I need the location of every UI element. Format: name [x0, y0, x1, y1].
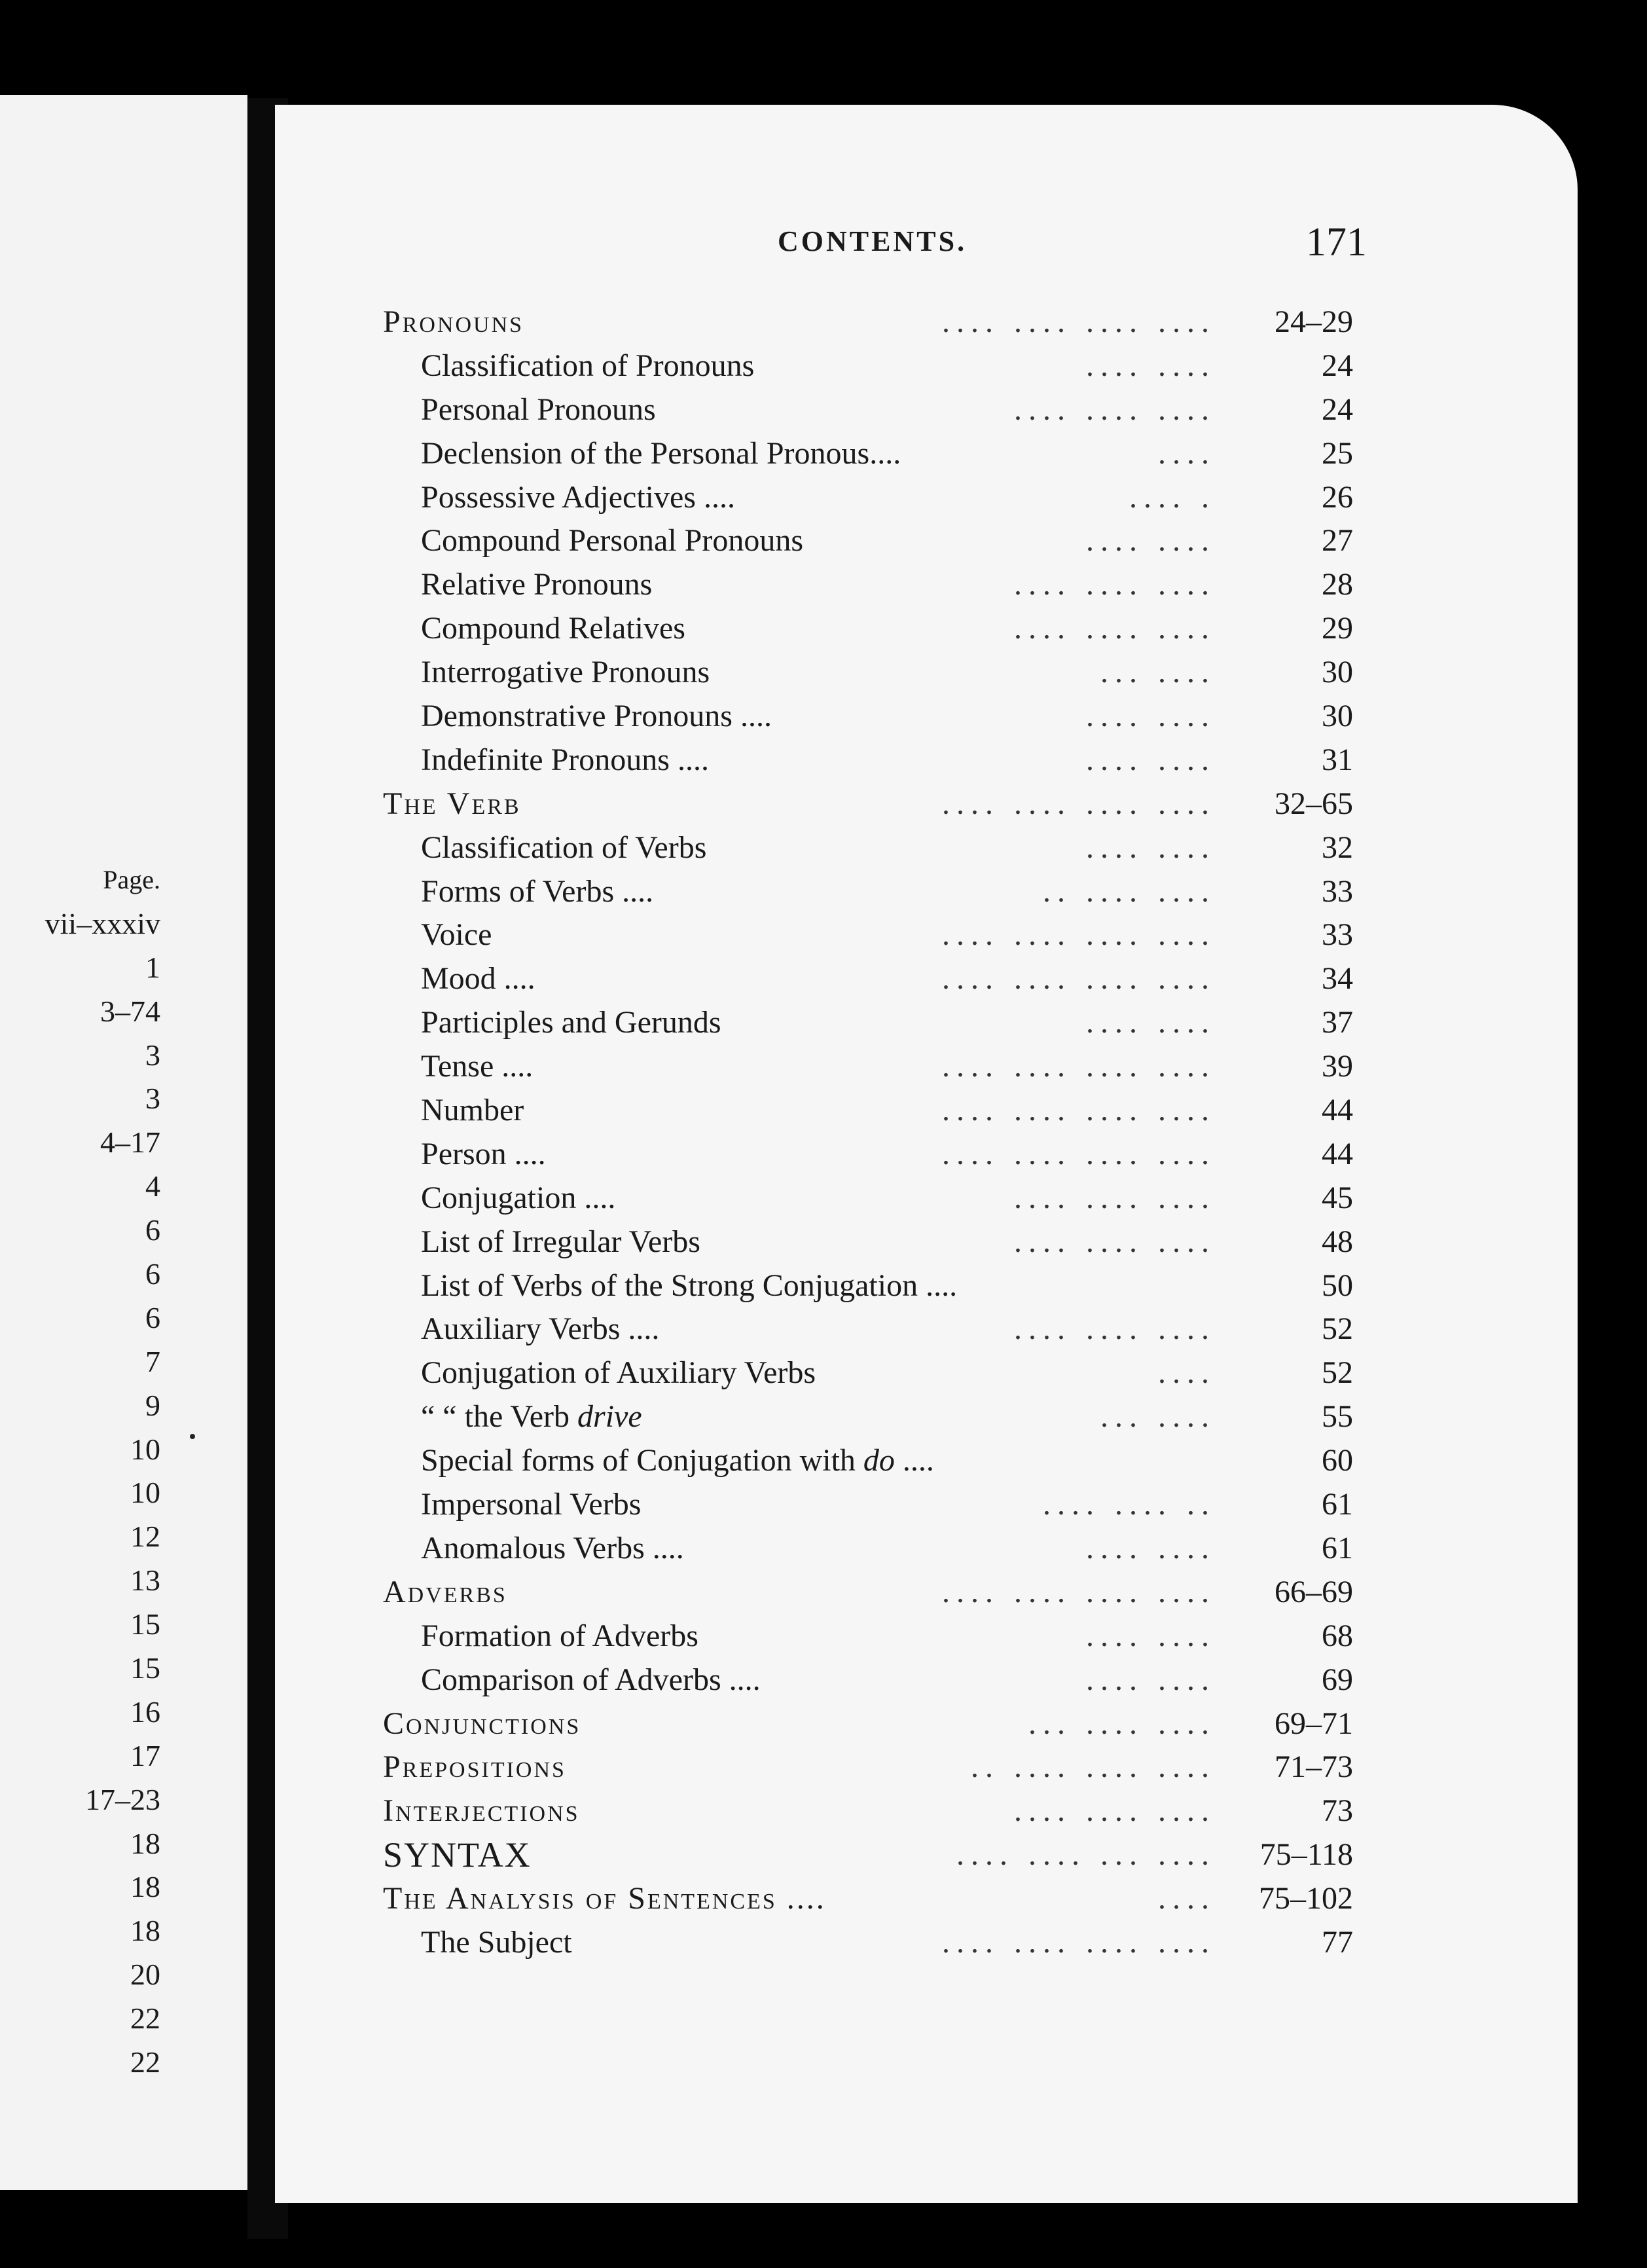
toc-entry-label: Demonstrative Pronouns ....	[421, 699, 772, 734]
toc-leader-dots: .... .... .... ....	[942, 304, 1216, 339]
left-page-number: 17	[130, 1738, 160, 1772]
toc-entry-page: 61	[1322, 1487, 1353, 1522]
toc-entry-page: 32	[1322, 830, 1353, 865]
toc-entry-page: 73	[1322, 1793, 1353, 1829]
toc-entry-page: 39	[1322, 1049, 1353, 1084]
left-page-number: 15	[130, 1651, 160, 1685]
toc-leader-dots: .... .... ....	[1014, 1311, 1216, 1347]
toc-entry-page: 30	[1322, 655, 1353, 690]
toc-entry-label: Tense ....	[421, 1049, 534, 1084]
toc-entry-label: Interjections	[383, 1793, 580, 1829]
toc-leader-dots: ....	[1158, 1881, 1216, 1916]
left-page-heading: Page.	[103, 865, 160, 894]
toc-entry-label: Interrogative Pronouns	[421, 655, 710, 690]
toc-entry	[383, 1439, 1353, 1483]
toc-leader-dots: .... .... .... ....	[942, 961, 1216, 997]
toc-entry-page: 27	[1322, 523, 1353, 558]
left-page-number: 6	[145, 1257, 160, 1291]
toc-entry-page: 61	[1322, 1530, 1353, 1565]
left-page-number: 9	[145, 1388, 160, 1422]
toc-entry-label: Special forms of Conjugation with do ....	[421, 1443, 934, 1478]
toc-leader-dots: .... .... ....	[1014, 611, 1216, 646]
toc-entry	[383, 782, 1353, 826]
toc-entry	[383, 1789, 1353, 1833]
toc-leader-dots: .... .... ... ....	[956, 1837, 1216, 1873]
toc-leader-dots: .... .... .... ....	[942, 786, 1216, 821]
toc-leader-dots: .... ....	[1086, 348, 1216, 383]
toc-entry-label: The Subject	[421, 1924, 572, 1960]
toc-entry	[383, 1571, 1353, 1615]
toc-entry-page: 37	[1322, 1005, 1353, 1040]
toc-entry-label: Anomalous Verbs ....	[421, 1530, 684, 1565]
toc-entry	[383, 476, 1353, 520]
toc-entry-label: Mood ....	[421, 961, 535, 997]
toc-entry-label: Person ....	[421, 1136, 546, 1171]
toc-leader-dots: ... .... ....	[1028, 1706, 1216, 1741]
toc-entry-label: Compound Relatives	[421, 611, 685, 646]
toc-entry-label: Impersonal Verbs	[421, 1487, 642, 1522]
toc-leader-dots: ....	[1158, 435, 1216, 471]
left-page-number: 22	[130, 2045, 160, 2079]
toc-entry	[383, 1001, 1353, 1045]
left-page-number: 17–23	[85, 1782, 160, 1816]
toc-entry-label: Adverbs	[383, 1574, 507, 1609]
toc-entry-page: 24	[1322, 392, 1353, 427]
toc-entry-label: Voice	[421, 917, 492, 953]
toc-entry-label: List of Irregular Verbs	[421, 1224, 700, 1259]
toc-entry	[383, 1395, 1353, 1439]
toc-entry-page: 69	[1322, 1662, 1353, 1697]
toc-entry-label: The Verb	[383, 786, 521, 821]
toc-entry	[383, 1833, 1353, 1877]
toc-entry	[383, 1133, 1353, 1177]
left-page-number: 12	[130, 1520, 160, 1554]
toc-entry-label: Number	[421, 1093, 524, 1128]
toc-entry-label: Declension of the Personal Pronous....	[421, 435, 901, 471]
toc-entry-page: 33	[1322, 917, 1353, 953]
toc-leader-dots: .... ....	[1086, 1530, 1216, 1565]
toc-entry-page: 68	[1322, 1618, 1353, 1653]
table-of-contents	[383, 301, 1353, 1965]
toc-entry-page: 25	[1322, 435, 1353, 471]
toc-entry	[383, 301, 1353, 344]
toc-entry	[383, 1045, 1353, 1089]
toc-entry-page: 60	[1322, 1443, 1353, 1478]
toc-leader-dots: .... ....	[1086, 830, 1216, 865]
toc-leader-dots: .... .... ....	[1014, 567, 1216, 602]
toc-entry	[383, 1921, 1353, 1965]
toc-entry-page: 69–71	[1275, 1706, 1353, 1741]
left-page	[0, 95, 247, 2190]
toc-leader-dots: .... ....	[1086, 742, 1216, 777]
toc-leader-dots: .... .... ..	[1043, 1487, 1216, 1522]
left-page-number: 1	[145, 950, 160, 984]
toc-entry-page: 26	[1322, 479, 1353, 515]
toc-entry-label: The Analysis of Sentences ....	[383, 1881, 826, 1916]
toc-entry-label: Comparison of Adverbs ....	[421, 1662, 761, 1697]
toc-entry	[383, 1877, 1353, 1921]
toc-entry-page: 33	[1322, 873, 1353, 909]
toc-entry-label: “ “ the Verb drive	[421, 1399, 642, 1435]
toc-entry-label: Participles and Gerunds	[421, 1005, 721, 1040]
toc-entry	[383, 1615, 1353, 1658]
toc-entry	[383, 519, 1353, 563]
left-page-number: 18	[130, 1826, 160, 1860]
toc-entry	[383, 957, 1353, 1001]
toc-entry-page: 71–73	[1275, 1749, 1353, 1785]
toc-entry-label: Compound Personal Pronouns	[421, 523, 804, 558]
toc-entry	[383, 1746, 1353, 1789]
left-page-number: 13	[130, 1564, 160, 1598]
left-page-number: vii–xxxiv	[45, 906, 160, 940]
toc-entry-label: Auxiliary Verbs ....	[421, 1311, 660, 1347]
left-page-number: 4–17	[100, 1125, 160, 1160]
page-header	[778, 219, 1367, 272]
left-page-number: 3	[145, 1038, 160, 1072]
left-page-number: 3	[145, 1082, 160, 1116]
toc-entry-label: Classification of Verbs	[421, 830, 707, 865]
toc-leader-dots: ... ....	[1100, 1399, 1216, 1435]
toc-entry	[383, 870, 1353, 914]
toc-leader-dots: .... .... ....	[1014, 1224, 1216, 1259]
left-page-number: 10	[130, 1476, 160, 1510]
toc-entry	[383, 1483, 1353, 1527]
toc-entry-page: 75–118	[1259, 1837, 1353, 1873]
toc-entry-label: Formation of Adverbs	[421, 1618, 698, 1653]
toc-leader-dots: .... .... .... ....	[942, 1136, 1216, 1171]
toc-entry	[383, 1527, 1353, 1571]
toc-entry-page: 77	[1322, 1924, 1353, 1960]
left-page-number: 3–74	[100, 994, 160, 1028]
toc-leader-dots: .... .... ....	[1014, 1793, 1216, 1829]
toc-entry-page: 52	[1322, 1311, 1353, 1347]
toc-entry-label: Conjugation of Auxiliary Verbs	[421, 1355, 816, 1391]
stray-ink-dot	[190, 1434, 195, 1439]
toc-entry-page: 32–65	[1275, 786, 1353, 821]
left-page-number: 6	[145, 1213, 160, 1247]
left-page-number: 18	[130, 1870, 160, 1904]
toc-entry-label: Relative Pronouns	[421, 567, 653, 602]
toc-entry	[383, 344, 1353, 388]
toc-entry	[383, 1351, 1353, 1395]
toc-entry	[383, 1658, 1353, 1702]
toc-entry-page: 44	[1322, 1136, 1353, 1171]
left-page-number: 20	[130, 1958, 160, 1992]
left-page-number: 4	[145, 1169, 160, 1203]
left-page-number: 15	[130, 1607, 160, 1641]
toc-leader-dots: .... .... .... ....	[942, 1574, 1216, 1609]
toc-leader-dots: .... .... .... ....	[942, 1093, 1216, 1128]
toc-entry	[383, 913, 1353, 957]
toc-entry-page: 48	[1322, 1224, 1353, 1259]
left-page-number: 18	[130, 1914, 160, 1948]
toc-leader-dots: ... ....	[1100, 655, 1216, 690]
toc-entry-label: Conjugation ....	[421, 1180, 616, 1215]
left-page-number: 6	[145, 1300, 160, 1334]
toc-entry	[383, 1089, 1353, 1133]
left-page-number: 22	[130, 2002, 160, 2036]
toc-entry-page: 31	[1322, 742, 1353, 777]
toc-entry	[383, 432, 1353, 476]
left-page-numbers	[0, 858, 160, 2085]
toc-entry-page: 44	[1322, 1093, 1353, 1128]
toc-entry-label: Prepositions	[383, 1749, 566, 1785]
toc-entry	[383, 1177, 1353, 1220]
toc-entry-page: 52	[1322, 1355, 1353, 1391]
toc-entry-label: Forms of Verbs ....	[421, 873, 654, 909]
toc-leader-dots: .... ....	[1086, 1618, 1216, 1653]
toc-leader-dots: .... .... .... ....	[942, 1049, 1216, 1084]
toc-entry-page: 45	[1322, 1180, 1353, 1215]
toc-entry-page: 66–69	[1275, 1574, 1353, 1609]
toc-leader-dots: .... .... ....	[1014, 392, 1216, 427]
toc-entry	[383, 388, 1353, 432]
toc-leader-dots: .... ....	[1086, 1005, 1216, 1040]
toc-entry-page: 50	[1322, 1268, 1353, 1303]
toc-entry	[383, 1702, 1353, 1746]
toc-entry-page: 34	[1322, 961, 1353, 997]
page-number: 171	[1306, 220, 1367, 265]
toc-entry-page: 24	[1322, 348, 1353, 383]
toc-entry	[383, 651, 1353, 695]
toc-entry-page: 75–102	[1259, 1881, 1353, 1916]
left-page-number: 16	[130, 1694, 160, 1728]
page-title: CONTENTS.	[778, 225, 968, 257]
toc-entry-label: Possessive Adjectives ....	[421, 479, 735, 515]
toc-entry	[383, 607, 1353, 651]
toc-entry-label: Personal Pronouns	[421, 392, 656, 427]
toc-entry	[383, 826, 1353, 870]
toc-leader-dots: .... ....	[1086, 699, 1216, 734]
toc-leader-dots: .... .... .... ....	[942, 1924, 1216, 1960]
toc-leader-dots: .... ....	[1086, 1662, 1216, 1697]
toc-entry-page: 29	[1322, 611, 1353, 646]
toc-entry	[383, 563, 1353, 607]
toc-entry-label: Indefinite Pronouns ....	[421, 742, 709, 777]
toc-entry-page: 55	[1322, 1399, 1353, 1435]
toc-leader-dots: .... .... .... ....	[942, 917, 1216, 953]
toc-leader-dots: .... .... ....	[1014, 1180, 1216, 1215]
toc-entry-page: 24–29	[1275, 304, 1353, 339]
toc-leader-dots: .... .	[1129, 479, 1216, 515]
left-page-number: 10	[130, 1432, 160, 1466]
toc-leader-dots: .. .... .... ....	[971, 1749, 1216, 1785]
toc-entry-page: 30	[1322, 699, 1353, 734]
toc-entry-label: Classification of Pronouns	[421, 348, 755, 383]
toc-entry-label: Pronouns	[383, 304, 524, 339]
toc-entry-page: 28	[1322, 567, 1353, 602]
toc-entry	[383, 739, 1353, 782]
toc-entry	[383, 1264, 1353, 1308]
toc-entry	[383, 1308, 1353, 1351]
toc-entry-label: SYNTAX	[383, 1835, 532, 1875]
toc-entry	[383, 1220, 1353, 1264]
toc-entry-label: List of Verbs of the Strong Conjugation ....	[421, 1268, 958, 1303]
toc-leader-dots: .. .... ....	[1043, 873, 1216, 909]
toc-leader-dots: .... ....	[1086, 523, 1216, 558]
left-page-number: 7	[145, 1344, 160, 1378]
toc-entry-label: Conjunctions	[383, 1706, 581, 1741]
toc-entry	[383, 695, 1353, 739]
toc-leader-dots: ....	[1158, 1355, 1216, 1391]
